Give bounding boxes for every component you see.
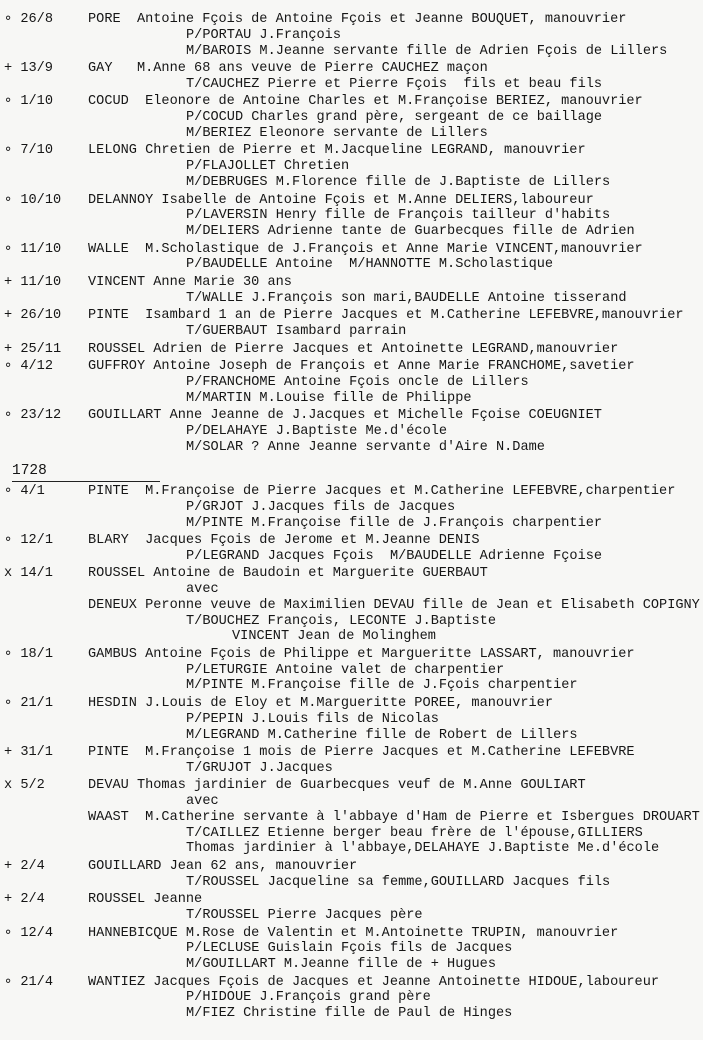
entry-witness: P/LAVERSIN Henry fille de François tailleur d'habits <box>186 208 611 224</box>
entry-witness: M/DEBRUGES M.Florence fille de J.Baptiste de Lillers <box>186 174 611 190</box>
entry-witness: P/DELAHAYE J.Baptiste Me.d'école <box>186 423 448 439</box>
entry-witness: M/PINTE M.Françoise fille de J.Fçois charpentier <box>186 678 578 694</box>
entry-date: + 31/1 <box>4 745 53 761</box>
entry-date: ∘ 10/10 <box>4 192 62 208</box>
entry-witness: P/FLAJOLLET Chretien <box>186 159 350 175</box>
entry-witness: avec <box>186 794 219 810</box>
entry-date: ∘ 12/1 <box>4 533 53 549</box>
entry-witness: P/LETURGIE Antoine valet de charpentier <box>186 662 505 678</box>
entry-witness: M/BAROIS M.Jeanne servante fille de Adrien Fçois de Lillers <box>186 43 668 59</box>
entry-witness: T/WALLE J.François son mari,BAUDELLE Antoine tisserand <box>186 290 627 306</box>
entry-witness: M/PINTE M.Françoise fille de J.François charpentier <box>186 515 603 531</box>
entry-witness: M/MARTIN M.Louise fille de Philippe <box>186 390 472 406</box>
entry-detail-line <box>0 1004 703 1024</box>
entry-witness: M/GOUILLART M.Jeanne fille de + Hugues <box>186 957 496 973</box>
entry-text: GOUILLARD Jean 62 ans, manouvrier <box>88 859 358 875</box>
entry-witness-cont: VINCENT Jean de Molinghem <box>232 629 436 645</box>
entry-witness: Thomas jardinier à l'abbaye,DELAHAYE J.Baptiste Me.d'école <box>186 841 660 857</box>
entry-date: ∘ 11/10 <box>4 241 62 257</box>
entry-text: PINTE M.Françoise de Pierre Jacques et M.Catherine LEFEBVRE,charpentier <box>88 483 676 499</box>
entry-text: WALLE M.Scholastique de J.François et Anne Marie VINCENT,manouvrier <box>88 241 643 257</box>
entry-witness: T/CAILLEZ Etienne berger beau frère de l'épouse,GILLIERS <box>186 825 643 841</box>
entry-date: + 25/11 <box>4 341 62 357</box>
entry-text: PINTE Isambard 1 an de Pierre Jacques et M.Catherine LEFEBVRE,manouvrier <box>88 308 684 324</box>
entry-witness: M/FIEZ Christine fille de Paul de Hinges <box>186 1006 513 1022</box>
entry-date: ∘ 12/4 <box>4 925 53 941</box>
entry-text: HANNEBICQUE M.Rose de Valentin et M.Antoinette TRUPIN, manouvrier <box>88 925 619 941</box>
entry-date: ∘ 21/4 <box>4 974 53 990</box>
entry-text: GUFFROY Antoine Joseph de François et Anne Marie FRANCHOME,savetier <box>88 359 635 375</box>
entry-date: + 2/4 <box>4 859 45 875</box>
year-label: 1728 <box>12 463 47 480</box>
entry-witness: T/GUERBAUT Isambard parrain <box>186 323 407 339</box>
entry-detail-line <box>0 438 703 458</box>
entry-witness: P/FRANCHOME Antoine Fçois oncle de Lillers <box>186 374 529 390</box>
entry-date: ∘ 1/10 <box>4 94 53 110</box>
entry-text: DENEUX Peronne veuve de Maximilien DEVAU fille de Jean et Elisabeth COPIGNY <box>88 597 700 613</box>
entry-witness: T/BOUCHEZ François, LECONTE J.Baptiste <box>186 613 496 629</box>
entry-date: + 13/9 <box>4 61 53 77</box>
entry-witness: M/BERIEZ Eleonore servante de Lillers <box>186 125 488 141</box>
entry-witness: P/LECLUSE Guislain Fçois fils de Jacques <box>186 941 513 957</box>
entry-witness: T/CAUCHEZ Pierre et Pierre Fçois fils et beau fils <box>186 76 603 92</box>
entry-witness: P/PORTAU J.François <box>186 27 341 43</box>
entry-date: ∘ 7/10 <box>4 143 53 159</box>
entry-witness: P/GRJOT J.Jacques fils de Jacques <box>186 499 456 515</box>
entry-text: LELONG Chretien de Pierre et M.Jacqueline LEGRAND, manouvrier <box>88 143 586 159</box>
entry-witness: P/HIDOUE J.François grand père <box>186 990 431 1006</box>
entry-date: x 14/1 <box>4 566 53 582</box>
entry-date: ∘ 18/1 <box>4 646 53 662</box>
entry-witness: T/ROUSSEL Jacqueline sa femme,GOUILLARD Jacques fils <box>186 874 611 890</box>
entry-date: + 11/10 <box>4 274 62 290</box>
entry-witness: T/GRUJOT J.Jacques <box>186 760 333 776</box>
entry-witness: avec <box>186 582 219 598</box>
entry-date: ∘ 26/8 <box>4 12 53 27</box>
entry-date: ∘ 4/1 <box>4 483 45 499</box>
entry-text: ROUSSEL Jeanne <box>88 892 203 908</box>
entry-text: WAAST M.Catherine servante à l'abbaye d'Ham de Pierre et Isbergues DROUART <box>88 809 700 825</box>
entry-text: GAY M.Anne 68 ans veuve de Pierre CAUCHEZ maçon <box>88 61 488 77</box>
year-underline <box>12 481 160 482</box>
year-heading <box>0 461 703 481</box>
entry-text: COCUD Eleonore de Antoine Charles et M.Françoise BERIEZ, manouvrier <box>88 94 643 110</box>
entry-date: ∘ 21/1 <box>4 696 53 712</box>
entry-date: ∘ 4/12 <box>4 359 53 375</box>
entry-witness: M/LEGRAND M.Catherine fille de Robert de Lillers <box>186 727 578 743</box>
entry-text: VINCENT Anne Marie 30 ans <box>88 274 292 290</box>
entry-witness: T/ROUSSEL Pierre Jacques père <box>186 908 423 924</box>
entry-text: ROUSSEL Adrien de Pierre Jacques et Antoinette LEGRAND,manouvrier <box>88 341 619 357</box>
entry-date: + 2/4 <box>4 892 45 908</box>
entry-text: PORE Antoine Fçois de Antoine Fçois et Jeanne BOUQUET, manouvrier <box>88 12 627 27</box>
entry-witness: P/BAUDELLE Antoine M/HANNOTTE M.Scholastique <box>186 257 554 273</box>
entry-witness: P/PEPIN J.Louis fils de Nicolas <box>186 711 439 727</box>
entry-text: PINTE M.Françoise 1 mois de Pierre Jacques et M.Catherine LEFEBVRE <box>88 745 635 761</box>
entry-text: ROUSSEL Antoine de Baudoin et Marguerite GUERBAUT <box>88 566 488 582</box>
entry-date: x 5/2 <box>4 778 45 794</box>
entry-date: + 26/10 <box>4 308 62 324</box>
entry-text: DEVAU Thomas jardinier de Guarbecques veuf de M.Anne GOULIART <box>88 778 586 794</box>
entry-text: GOUILLART Anne Jeanne de J.Jacques et Michelle Fçoise COEUGNIET <box>88 408 602 424</box>
entry-text: GAMBUS Antoine Fçois de Philippe et Margueritte LASSART, manouvrier <box>88 646 635 662</box>
entry-text: HESDIN J.Louis de Eloy et M.Margueritte POREE, manouvrier <box>88 696 553 712</box>
entry-witness: M/DELIERS Adrienne tante de Guarbecques fille de Adrien <box>186 224 635 240</box>
entry-text: WANTIEZ Jacques Fçois de Jacques et Jeanne Antoinette HIDOUE,laboureur <box>88 974 660 990</box>
entry-witness: P/COCUD Charles grand père, sergeant de ce baillage <box>186 110 603 126</box>
entry-witness: P/LEGRAND Jacques Fçois M/BAUDELLE Adrienne Fçoise <box>186 548 603 564</box>
entry-text: DELANNOY Isabelle de Antoine Fçois et M.Anne DELIERS,laboureur <box>88 192 594 208</box>
entry-date: ∘ 23/12 <box>4 408 62 424</box>
entry-witness: M/SOLAR ? Anne Jeanne servante d'Aire N.Dame <box>186 439 545 455</box>
entry-text: BLARY Jacques Fçois de Jerome et M.Jeanne DENIS <box>88 533 480 549</box>
